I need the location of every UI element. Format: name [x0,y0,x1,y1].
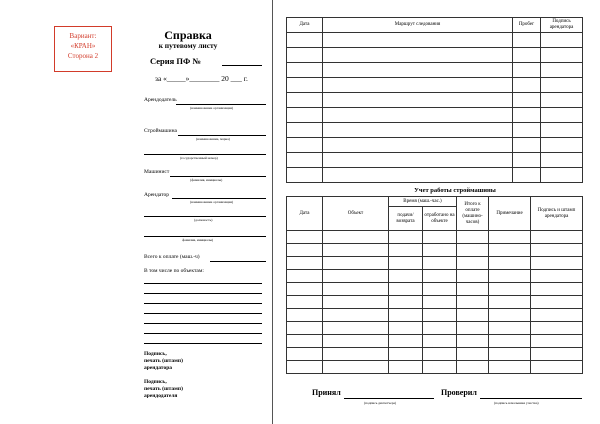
table-row [287,335,583,348]
table-row [287,33,583,48]
work-header-total: Итого к оплате (машино-часов) [457,197,489,231]
operator-line [170,176,266,177]
table-row [287,108,583,123]
object-line [144,313,262,314]
work-header-object: Объект [323,197,389,231]
route-header-route: Маршрут следования [323,18,513,33]
machine-hint: (наименование, марка) [196,137,230,141]
variant-box [54,26,112,72]
position-line [144,216,266,217]
accepted-hint: (подпись диспетчера) [364,401,397,405]
table-row [287,153,583,168]
checked-label: Проверил [441,388,477,397]
table-row [287,63,583,78]
signature-lessee [144,351,183,372]
work-table [286,196,583,374]
variant-line-2: «КРАН» [70,42,96,50]
name-hint: фамилия, инициалы) [182,238,214,242]
work-header-worked: отработано на объекте [423,207,457,231]
route-header-signature: Подпись арендатора [541,18,583,33]
table-row [287,296,583,309]
table-row [287,123,583,138]
renter-hint: (наименование организации) [190,200,234,204]
object-line [144,333,262,334]
table-row [287,361,583,374]
renter-line [172,198,266,199]
page-divider [272,0,273,424]
renter-label: Арендатор [144,192,170,198]
object-line [144,283,262,284]
table-row [287,93,583,108]
work-header-date: Дата [287,197,323,231]
table-row [287,231,583,244]
signature-lessee-line-2: печать (штамп) [144,358,183,364]
table-row [287,138,583,153]
work-header-time: Время (маш.-час.) [389,197,457,207]
signature-lessor-line-3: арендодателя [144,393,178,399]
table-row [287,168,583,183]
accepted-line [344,398,434,399]
table-row [287,257,583,270]
table-row [287,270,583,283]
name-line [144,236,266,237]
work-table-title: Учет работы строймашины [414,187,496,194]
reg-number-line [144,154,266,155]
date-line: за «_____»________ 20 ___ г. [155,74,248,83]
object-line [144,303,262,304]
route-header-mileage: Пробег [513,18,541,33]
total-line [210,261,266,262]
route-header-date: Дата [287,18,323,33]
accepted-label: Принял [312,388,341,397]
page-subtitle: к путевому листу [158,41,218,50]
route-table [286,17,583,183]
signature-lessor [144,379,183,400]
machine-line [178,135,266,136]
reg-number-hint: (государственный номер) [180,156,218,160]
table-row [287,348,583,361]
signature-lessee-line-3: арендатора [144,365,172,371]
lessor-label: Арендодатель [144,97,177,103]
series-number-line [222,65,262,66]
work-header-note: Примечание [489,197,531,231]
signature-lessee-line-1: Подпись, [144,351,167,357]
by-objects-label: В том числе по объектам: [144,268,204,274]
position-hint: (должность) [194,218,213,222]
table-row [287,322,583,335]
checked-hint: (подпись начальника участка) [494,401,539,405]
page-title: Справка [164,28,212,42]
table-row [287,48,583,63]
lessor-hint: (наименование организации) [190,106,234,110]
variant-line-1: Вариант: [69,32,97,40]
table-row [287,283,583,296]
lessor-line [176,104,266,105]
signature-lessor-line-1: Подпись, [144,379,167,385]
table-row [287,309,583,322]
total-label: Всего к оплате (маш.-ч) [144,254,200,260]
checked-line [480,398,582,399]
operator-label: Машинист [144,169,170,175]
series-label: Серия ПФ № [150,56,201,66]
table-row [287,244,583,257]
signature-lessor-line-2: печать (штамп) [144,386,183,392]
machine-label: Строймашина [144,128,177,134]
object-line [144,323,262,324]
object-line [144,293,262,294]
operator-hint: (фамилия, инициалы) [190,178,223,182]
object-line [144,343,262,344]
table-row [287,78,583,93]
work-header-arrival: подачи/ возврата [389,207,423,231]
variant-line-3: Сторона 2 [67,52,99,60]
work-header-signature: Подпись и штамп арендатора [531,197,583,231]
